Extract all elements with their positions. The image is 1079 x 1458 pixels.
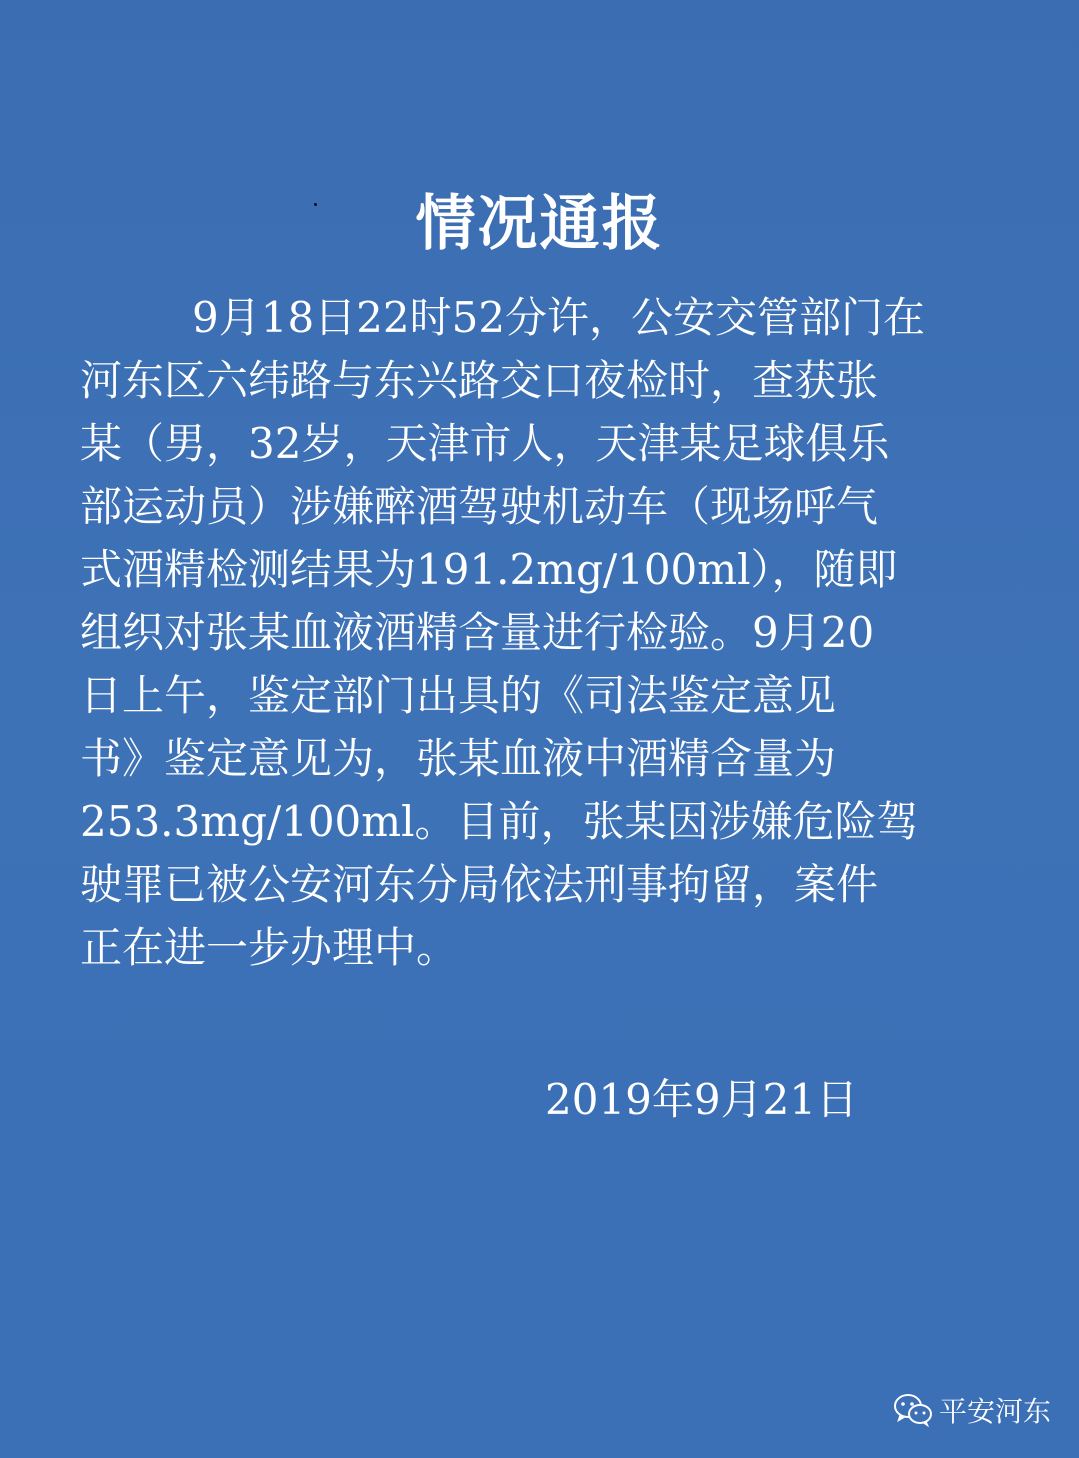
notice-body xyxy=(80,286,992,979)
account-watermark xyxy=(893,1388,1051,1432)
notice-title: 情况通报 xyxy=(415,189,664,259)
body-line: 某（男，32岁，天津市人，天津某足球俱乐 xyxy=(80,419,890,468)
body-line: 正在进一步办理中。 xyxy=(80,923,459,972)
body-line: 驶罪已被公安河东分局依法刑事拘留，案件 xyxy=(80,860,879,909)
notice-date: 2019年9月21日 xyxy=(545,1075,859,1124)
watermark-label: 平安河东 xyxy=(939,1395,1052,1428)
body-line: 部运动员）涉嫌醉酒驾驶机动车（现场呼气 xyxy=(80,482,879,531)
body-line: 253.3mg/100ml。目前，张某因涉嫌危险驾 xyxy=(80,797,919,846)
body-line: 河东区六纬路与东兴路交口夜检时，查获张 xyxy=(80,356,879,405)
body-line: 组织对张某血液酒精含量进行检验。9月20 xyxy=(80,608,875,657)
body-line: 9月18日22时52分许，公安交管部门在 xyxy=(192,293,926,342)
body-line: 式酒精检测结果为191.2mg/100ml），随即 xyxy=(80,545,898,594)
wechat-icon xyxy=(893,1393,933,1427)
body-line: 书》鉴定意见为，张某血液中酒精含量为 xyxy=(80,734,837,783)
body-line: 日上午，鉴定部门出具的《司法鉴定意见 xyxy=(80,671,837,720)
